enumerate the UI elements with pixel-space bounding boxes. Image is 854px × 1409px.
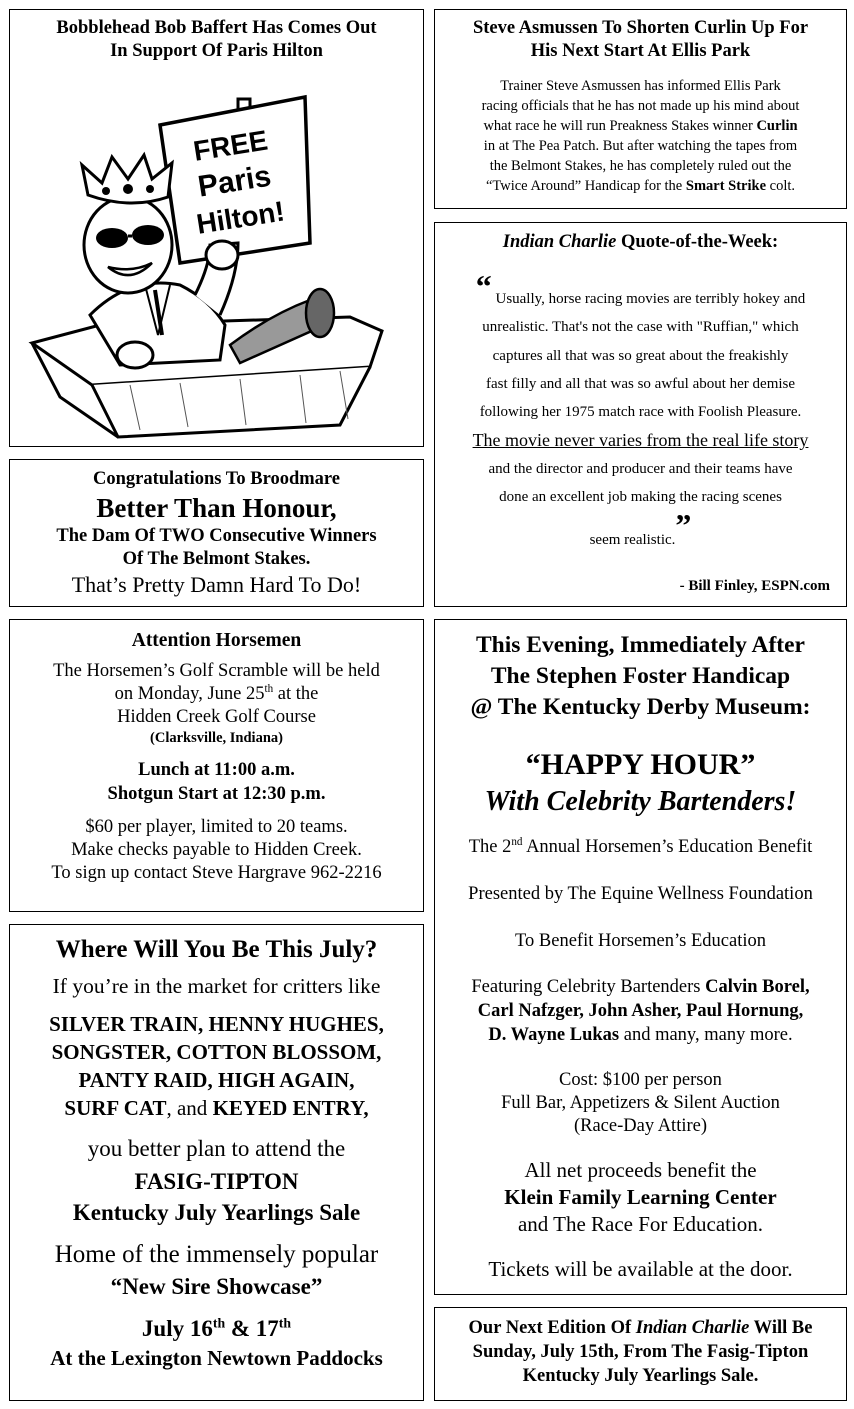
close-quote-mark: ” [675, 507, 692, 544]
curlin-body-line-3: what race he will run Preakness Stakes winner Curlin [483, 118, 798, 134]
curlin-body-line-4: in at The Pea Patch. But after watching the tapes from [483, 138, 798, 154]
happy-hour-proceeds-1: All net proceeds benefit the [524, 1158, 757, 1182]
quote-line-6: The movie never varies from the real life story [472, 430, 809, 451]
curlin-headline-line-1: Steve Asmussen To Shorten Curlin Up For [472, 18, 809, 38]
next-edition-line-3: Kentucky July Yearlings Sale. [522, 1366, 759, 1386]
july-sale-panel [9, 924, 424, 1401]
golf-lunch: Lunch at 11:00 a.m. [138, 760, 295, 780]
july-names-4: SURF CAT, and KEYED ENTRY, [64, 1096, 369, 1120]
golf-line-1: The Horsemen’s Golf Scramble will be held [53, 661, 380, 681]
golf-line-4: (Clarksville, Indiana) [150, 730, 283, 746]
happy-hour-head-3: @ The Kentucky Derby Museum: [470, 694, 811, 720]
golf-line-2: on Monday, June 25th at the [114, 682, 319, 704]
happy-hour-proceeds-3: and The Race For Education. [517, 1212, 764, 1236]
golf-title: Attention Horsemen [131, 630, 302, 651]
next-edition-line-2: Sunday, July 15th, From The Fasig-Tipton [472, 1342, 809, 1362]
july-plan: you better plan to attend the [87, 1136, 346, 1161]
happy-hour-attire: (Race-Day Attire) [573, 1116, 708, 1136]
july-intro: If you’re in the market for critters like [52, 974, 381, 998]
golf-panel [9, 619, 424, 912]
quote-line-5: following her 1975 match race with Foolish Pleasure. [479, 404, 802, 421]
happy-hour-panel [434, 619, 847, 1295]
golf-line-9: To sign up contact Steve Hargrave 962-2216 [51, 863, 382, 883]
july-sale-2: Kentucky July Yearlings Sale [72, 1200, 361, 1225]
july-home: Home of the immensely popular [54, 1241, 379, 1268]
happy-hour-cost: Cost: $100 per person [559, 1070, 722, 1090]
happy-hour-tickets: Tickets will be available at the door. [488, 1257, 793, 1281]
july-location: At the Lexington Newtown Paddocks [50, 1346, 383, 1370]
quote-panel [434, 222, 847, 607]
curlin-body-line-6: “Twice Around” Handicap for the Smart Strike colt. [485, 178, 796, 194]
happy-hour-to-benefit: To Benefit Horsemen’s Education [515, 931, 766, 951]
golf-line-8: Make checks payable to Hidden Creek. [71, 840, 362, 860]
next-edition-panel [434, 1307, 847, 1401]
quote-line-3: captures all that was so great about the freakishly [492, 347, 789, 364]
july-title: Where Will You Be This July? [55, 936, 378, 963]
baffert-cartoon-illustration [10, 85, 425, 445]
curlin-body-line-5: the Belmont Stakes, he has completely ruled out the [489, 158, 792, 174]
happy-hour-benefit: The 2nd Annual Horsemen’s Education Benefit [468, 835, 813, 857]
broodmare-line-1: Congratulations To Broodmare [92, 469, 341, 489]
happy-hour-featuring-line-3: D. Wayne Lukas and many, many more. [488, 1025, 793, 1045]
quote-line-1: “ Usually, horse racing movies are terribly hokey and [475, 268, 806, 307]
baffert-headline-line-2: In Support Of Paris Hilton [110, 41, 323, 61]
quote-attribution: - Bill Finley, ESPN.com [679, 578, 830, 594]
broodmare-line-4: Of The Belmont Stakes. [122, 549, 311, 569]
broodmare-line-2: Better Than Honour, [96, 493, 337, 523]
sign-line-1: FREE [191, 124, 270, 167]
quote-line-9: seem realistic.” [589, 507, 692, 549]
curlin-headline-line-2: His Next Start At Ellis Park [530, 41, 751, 61]
sign-line-2: Paris [195, 159, 274, 204]
quote-line-2: unrealistic. That's not the case with "Ruffian," which [482, 319, 799, 336]
baffert-panel [9, 9, 424, 447]
curlin-body-line-1: Trainer Steve Asmussen has informed Ellis Park [500, 78, 781, 94]
baffert-headline-line-1: Bobblehead Bob Baffert Has Comes Out [56, 18, 377, 38]
happy-hour-head-1: This Evening, Immediately After [476, 632, 805, 658]
broodmare-line-3: The Dam Of TWO Consecutive Winners [56, 526, 377, 546]
open-quote-mark: “ [475, 268, 492, 304]
happy-hour-proceeds-2: Klein Family Learning Center [504, 1185, 777, 1209]
broodmare-panel [9, 459, 424, 607]
happy-hour-featuring-line-1: Featuring Celebrity Bartenders Calvin Borel, [471, 977, 810, 997]
quote-line-7: and the director and producer and their teams have [488, 460, 793, 477]
sign-line-3: Hilton! [194, 195, 287, 240]
quote-line-8: done an excellent job making the racing scenes [499, 489, 782, 506]
quote-line-4: fast filly and all that was so awful about her demise [485, 375, 796, 392]
curlin-body-line-2: racing officials that he has not made up his mind about [481, 98, 800, 114]
golf-line-7: $60 per player, limited to 20 teams. [85, 817, 348, 837]
happy-hour-subtitle: With Celebrity Bartenders! [484, 786, 797, 817]
happy-hour-head-2: The Stephen Foster Handicap [490, 663, 791, 689]
curlin-panel [434, 9, 847, 209]
happy-hour-bar: Full Bar, Appetizers & Silent Auction [501, 1093, 780, 1113]
july-showcase: “New Sire Showcase” [110, 1274, 323, 1299]
happy-hour-featuring-line-2: Carl Nafzger, John Asher, Paul Hornung, [477, 1001, 804, 1021]
golf-shotgun: Shotgun Start at 12:30 p.m. [107, 784, 326, 804]
july-names-2: SONGSTER, COTTON BLOSSOM, [51, 1040, 382, 1064]
broodmare-line-5: That’s Pretty Damn Hard To Do! [71, 572, 362, 597]
july-names-3: PANTY RAID, HIGH AGAIN, [78, 1068, 355, 1092]
july-dates: July 16th & 17th [141, 1315, 292, 1341]
happy-hour-presented: Presented by The Equine Wellness Foundation [468, 884, 813, 904]
happy-hour-title: “HAPPY HOUR” [525, 748, 756, 781]
july-sale-1: FASIG-TIPTON [134, 1169, 299, 1194]
quote-title: Indian Charlie Quote-of-the-Week: [502, 232, 779, 252]
next-edition-line-1: Our Next Edition Of Indian Charlie Will Be [468, 1318, 813, 1338]
july-names-1: SILVER TRAIN, HENNY HUGHES, [49, 1012, 384, 1036]
golf-line-3: Hidden Creek Golf Course [117, 707, 316, 727]
